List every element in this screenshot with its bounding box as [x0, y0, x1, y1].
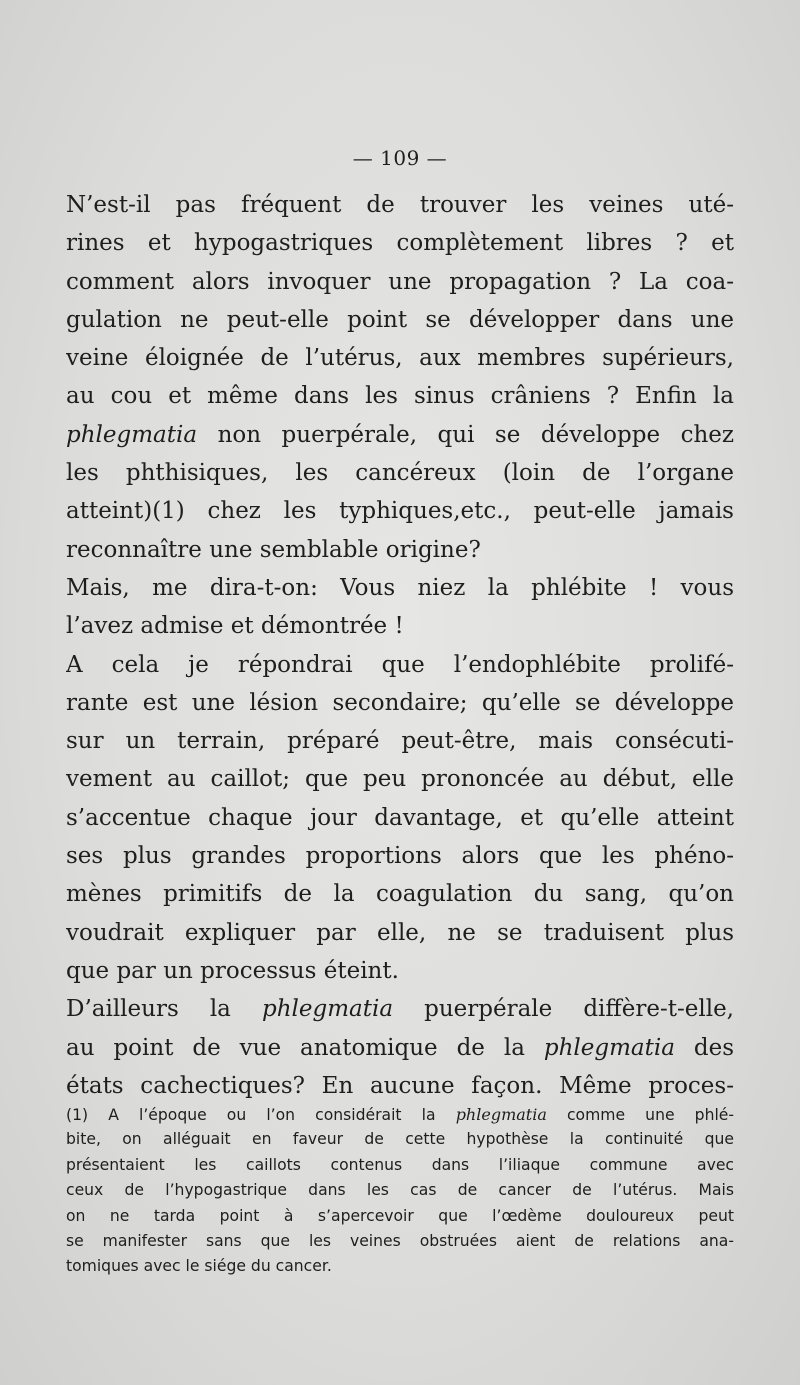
text-segment: veine éloignée de l’utérus, aux membres supérieurs,	[66, 345, 734, 372]
text-segment: présentaient les caillots contenus dans l’iliaque commune avec	[66, 1155, 734, 1174]
text-segment: ses plus grandes proportions alors que les phéno-	[66, 843, 734, 870]
text-segment: comment alors invoquer une propagation ? La coa-	[66, 268, 734, 295]
text-line	[66, 722, 734, 760]
footnote-line	[66, 1102, 734, 1127]
text-line	[66, 607, 734, 645]
italic-term: phlegmatia	[261, 996, 394, 1023]
text-line	[66, 875, 734, 913]
text-line	[66, 1029, 734, 1067]
text-segment: puerpérale diffère-t-elle,	[393, 996, 734, 1023]
footnote-line	[66, 1254, 734, 1279]
text-line	[66, 416, 734, 454]
text-line	[66, 684, 734, 722]
footnote-line	[66, 1204, 734, 1229]
text-segment: rante est une lésion secondaire; qu’elle se développe	[66, 689, 734, 716]
text-line	[66, 952, 734, 990]
footnote-line	[66, 1229, 734, 1254]
text-line	[66, 914, 734, 952]
text-line	[66, 646, 734, 684]
text-segment: bite, on alléguait en faveur de cette hypothèse la continuité que	[66, 1130, 734, 1149]
text-segment: N’est-il pas fréquent de trouver les veines uté-	[66, 192, 734, 218]
text-segment: des	[674, 1034, 734, 1061]
page-number: — 109 —	[352, 146, 448, 170]
text-segment: atteint)(1) chez les typhiques,etc., peut-elle jamais	[66, 498, 734, 525]
text-line	[66, 224, 734, 262]
italic-term: phlegmatia	[543, 1034, 675, 1061]
text-line	[66, 492, 734, 530]
text-line	[66, 301, 734, 339]
text-segment: vement au caillot; que peu prononcée au début, elle	[66, 766, 734, 793]
text-segment: ceux de l’hypogastrique dans les cas de cancer de l’utérus. Mais	[66, 1181, 734, 1200]
text-segment: on ne tarda point à s’apercevoir que l’œdème douloureux peut	[66, 1206, 734, 1225]
text-segment: (1) A l’époque ou l’on considérait la	[66, 1106, 456, 1124]
text-segment: non puerpérale, qui se développe chez	[197, 421, 734, 448]
text-segment: Mais, me dira-t-on: Vous niez la phlébite ! vous	[66, 574, 734, 601]
text-segment: rines et hypogastriques complètement libres ? et	[66, 230, 734, 257]
text-segment: s’accentue chaque jour davantage, et qu’elle atteint	[66, 804, 734, 831]
text-line	[66, 837, 734, 875]
footnote-line	[66, 1178, 734, 1203]
text-line	[66, 799, 734, 837]
italic-term: phlegmatia	[455, 1105, 547, 1124]
text-segment: mènes primitifs de la coagulation du sang, qu’on	[66, 881, 734, 908]
text-segment: tomiques avec le siége du cancer.	[66, 1257, 332, 1276]
text-segment: D’ailleurs la	[66, 996, 262, 1023]
text-segment: sur un terrain, préparé peut-être, mais consécuti-	[66, 728, 734, 755]
text-line	[66, 1067, 734, 1105]
text-segment: se manifester sans que les veines obstruées aient de relations ana-	[66, 1231, 734, 1250]
text-line	[66, 531, 734, 569]
text-segment: au cou et même dans les sinus crâniens ? Enfin la	[66, 383, 734, 410]
text-line	[66, 990, 734, 1028]
text-segment: au point de vue anatomique de la	[66, 1034, 544, 1061]
text-segment: reconnaître une semblable origine?	[66, 536, 481, 563]
text-line	[66, 263, 734, 301]
text-segment: A cela je répondrai que l’endophlébite prolifé-	[66, 651, 734, 678]
text-segment: comme une phlé-	[546, 1106, 734, 1124]
body-text	[66, 186, 734, 1105]
text-segment: que par un processus éteint.	[66, 957, 399, 984]
text-line	[66, 569, 734, 607]
italic-term: phlegmatia	[66, 421, 198, 448]
footnote	[66, 1102, 734, 1280]
footnote-line	[66, 1153, 734, 1178]
text-line	[66, 377, 734, 415]
text-line	[66, 454, 734, 492]
text-segment: gulation ne peut-elle point se développer dans une	[66, 306, 734, 333]
text-line	[66, 186, 734, 224]
text-line	[66, 339, 734, 377]
text-segment: les phthisiques, les cancéreux (loin de l’organe	[66, 460, 734, 487]
text-line	[66, 760, 734, 798]
text-segment: l’avez admise et démontrée !	[66, 613, 404, 640]
text-segment: voudrait expliquer par elle, ne se traduisent plus	[66, 919, 734, 946]
footnote-line	[66, 1127, 734, 1152]
text-segment: états cachectiques? En aucune façon. Même proces-	[66, 1072, 734, 1099]
